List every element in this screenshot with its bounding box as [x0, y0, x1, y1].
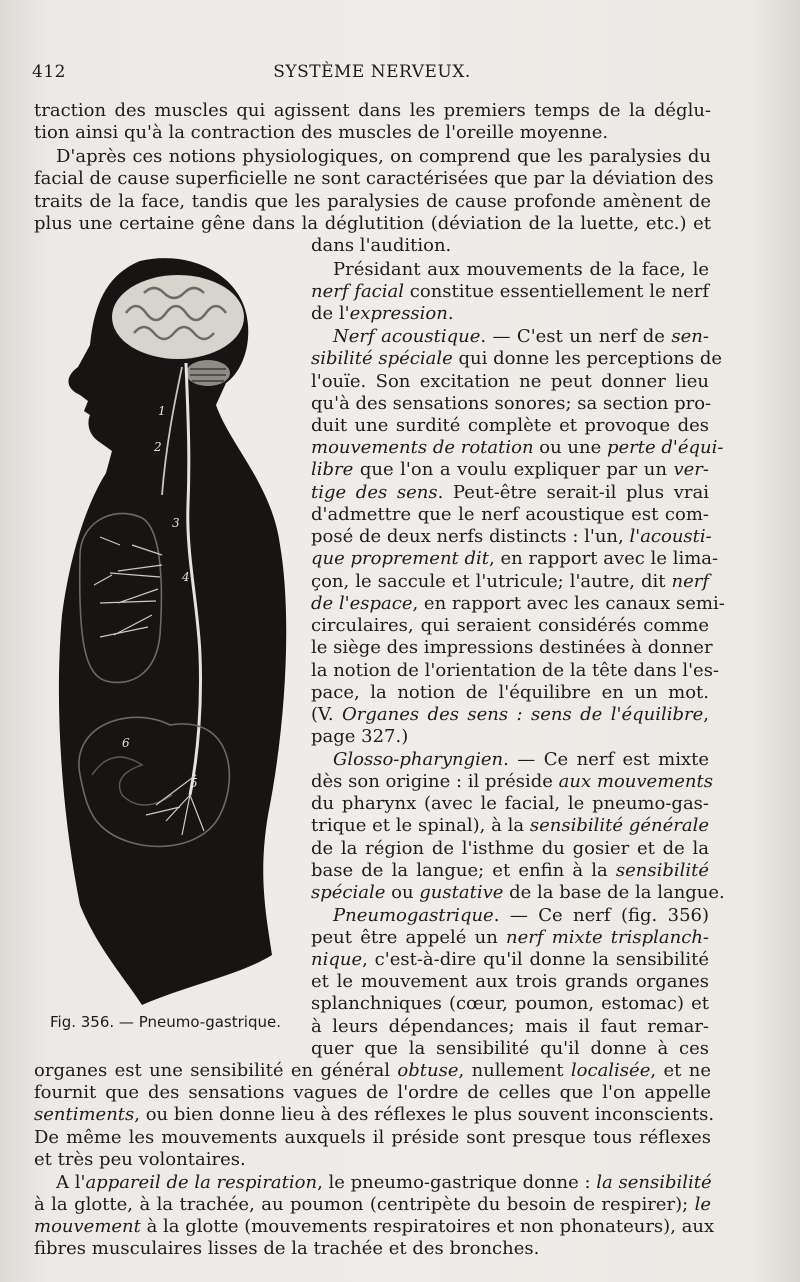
- italic-term: de l'espace: [311, 593, 413, 614]
- text-run: , nullement: [458, 1060, 571, 1081]
- figure-label-1: 1: [158, 404, 166, 418]
- text-line: [311, 860, 709, 882]
- text-run: A l': [56, 1172, 86, 1193]
- text-line: [311, 303, 709, 325]
- text-line: [311, 749, 709, 771]
- italic-term: nerf facial: [311, 281, 405, 302]
- running-header: [32, 62, 712, 86]
- italic-term: sen-: [671, 326, 709, 347]
- text-line: Présidant aux mouvements de la face, le: [333, 259, 709, 280]
- italic-term: aux mouvements: [558, 771, 713, 792]
- text-run: . — Ce nerf est mixte: [503, 749, 709, 770]
- text-line: [311, 704, 709, 726]
- text-line: du pharynx (avec le facial, le pneumo-gas-: [311, 793, 709, 814]
- text-line: [311, 459, 709, 481]
- text-line: [311, 882, 725, 904]
- figure-caption: Fig. 356. — Pneumo-gastrique.: [50, 1013, 281, 1031]
- text-line: De même les mouvements auxquels il préside sont presque tous réflexes: [34, 1127, 711, 1148]
- section-heading: Pneumogastrique: [333, 905, 494, 926]
- italic-term: localisée: [570, 1060, 651, 1081]
- text-run: de la base de la langue.: [503, 882, 725, 903]
- text-line: à leurs dépendances; mais il faut remar-: [311, 1016, 709, 1037]
- figure-label-5: 5: [190, 776, 198, 790]
- text-run: . Peut-être serait-il plus vrai: [437, 482, 709, 503]
- text-run: , en rapport avec le lima-: [489, 548, 719, 569]
- text-run: organes est une sensibilité en général: [34, 1060, 398, 1081]
- text-line: [34, 1216, 715, 1238]
- text-run: .: [447, 303, 454, 324]
- text-line: [311, 771, 713, 793]
- italic-term: la sensibilité: [596, 1172, 712, 1193]
- text-run: , et ne: [650, 1060, 711, 1081]
- text-line: tion ainsi qu'à la contraction des muscles de l'oreille moyenne.: [34, 122, 609, 143]
- text-run: à la glotte (mouvements respiratoires et non phonateurs), aux: [140, 1216, 715, 1237]
- text-run: constitue essentiellement le nerf: [404, 281, 709, 302]
- text-run: ou une: [533, 437, 607, 458]
- text-line: et très peu volontaires.: [34, 1149, 246, 1170]
- body-silhouette: [59, 258, 286, 1005]
- pneumogastric-figure-svg: [40, 255, 302, 1015]
- section-heading: Glosso-pharyngien: [333, 749, 504, 770]
- italic-term: le: [694, 1194, 711, 1215]
- text-run: base de la langue; et enfin à la: [311, 860, 616, 881]
- text-line: quer que la sensibilité qu'il donne à ces: [311, 1038, 709, 1059]
- text-line: pace, la notion de l'équilibre en un mot.: [311, 682, 709, 703]
- text-line: [311, 571, 709, 593]
- italic-term: que proprement dit: [311, 548, 490, 569]
- text-line: [311, 949, 709, 971]
- text-run: dès son origine : il préside: [311, 771, 559, 792]
- text-line: [34, 1104, 715, 1126]
- text-run: , ou bien donne lieu à des réflexes le plus souvent inconscients.: [134, 1104, 715, 1125]
- italic-term: perte d'équi-: [607, 437, 724, 458]
- italic-term: appareil de la respiration: [85, 1172, 318, 1193]
- text-line: facial de cause superficielle ne sont caractérisées que par la déviation des: [34, 168, 714, 189]
- text-line: [311, 927, 709, 949]
- text-line: [311, 548, 719, 570]
- italic-term: nique: [311, 949, 363, 970]
- text-run: (V.: [311, 704, 343, 725]
- text-line: fournit que des sensations vagues de l'ordre de celles que l'on appelle: [34, 1082, 711, 1103]
- text-run: . — Ce nerf (fig. 356): [493, 905, 709, 926]
- text-run: à la glotte, à la trachée, au poumon (centripète du besoin de respirer);: [34, 1194, 695, 1215]
- text-line: [34, 1194, 711, 1216]
- text-line: traction des muscles qui agissent dans les premiers temps de la déglu-: [34, 100, 711, 121]
- text-line: d'admettre que le nerf acoustique est com-: [311, 504, 709, 525]
- text-run: qui donne les perceptions de: [452, 348, 722, 369]
- text-line: splanchniques (cœur, poumon, estomac) et: [311, 993, 709, 1014]
- text-run: . — C'est un nerf de: [480, 326, 672, 347]
- text-line: et le mouvement aux trois grands organes: [311, 971, 709, 992]
- text-run: , en rapport avec les canaux semi-: [412, 593, 725, 614]
- text-line: [311, 526, 712, 548]
- italic-term: tige des sens: [311, 482, 438, 503]
- italic-term: sentiments: [34, 1104, 135, 1125]
- text-line: [311, 437, 724, 459]
- figure-label-4: 4: [182, 570, 190, 584]
- italic-term: mouvements de rotation: [311, 437, 534, 458]
- italic-term: nerf: [671, 571, 709, 592]
- cerebellum: [186, 360, 230, 386]
- italic-term: spéciale: [311, 882, 386, 903]
- text-line: de la région de l'isthme du gosier et de la: [311, 838, 709, 859]
- text-run: çon, le saccule et l'utricule; l'autre, dit: [311, 571, 672, 592]
- text-line: la notion de l'orientation de la tête dans l'es-: [311, 660, 720, 681]
- text-run: , c'est-à-dire qu'il donne la sensibilité: [362, 949, 709, 970]
- italic-term: sibilité spéciale: [311, 348, 453, 369]
- text-line: duit une surdité complète et provoque des: [311, 415, 709, 436]
- section-heading: Nerf acoustique: [333, 326, 481, 347]
- running-title: SYSTÈME NERVEUX.: [273, 62, 471, 82]
- italic-term: l'acousti-: [629, 526, 712, 547]
- text-line: [311, 482, 709, 504]
- italic-term: nerf mixte trisplanch-: [506, 927, 709, 948]
- text-line: page 327.): [311, 726, 409, 747]
- text-line: fibres musculaires lisses de la trachée et des bronches.: [34, 1238, 540, 1259]
- text-run: , le pneumo-gastrique donne :: [317, 1172, 597, 1193]
- text-run: trique et le spinal), à la: [311, 815, 530, 836]
- text-line: [311, 593, 725, 615]
- text-line: [311, 348, 722, 370]
- text-line: l'ouïe. Son excitation ne peut donner lieu: [311, 371, 709, 392]
- text-line: D'après ces notions physiologiques, on comprend que les paralysies du: [56, 146, 711, 167]
- anatomical-illustration: [40, 255, 302, 1015]
- text-line: [311, 905, 709, 927]
- text-line: traits de la face, tandis que les paralysies de cause profonde amènent de: [34, 191, 711, 212]
- text-line: plus une certaine gêne dans la déglutition (déviation de la luette, etc.) et: [34, 213, 711, 234]
- text-run: que l'on a voulu expliquer par un: [353, 459, 674, 480]
- text-line: [34, 1172, 711, 1194]
- italic-term: Organes des sens : sens de l'équilibre: [342, 704, 704, 725]
- text-run: posé de deux nerfs distincts : l'un,: [311, 526, 630, 547]
- text-line: le siège des impressions destinées à donner: [311, 637, 713, 658]
- text-line: [311, 326, 709, 348]
- italic-term: ver-: [673, 459, 709, 480]
- italic-term: sensibilité générale: [529, 815, 709, 836]
- figure-label-3: 3: [172, 516, 180, 530]
- page-number: 412: [32, 62, 66, 82]
- italic-term: obtuse: [397, 1060, 459, 1081]
- text-line: [311, 281, 709, 303]
- text-run: ou: [385, 882, 420, 903]
- text-run: de l': [311, 303, 350, 324]
- text-line: [34, 1060, 711, 1082]
- italic-term: mouvement: [34, 1216, 141, 1237]
- italic-term: libre: [311, 459, 354, 480]
- text-line: circulaires, qui seraient considérés comme: [311, 615, 709, 636]
- text-line: dans l'audition.: [311, 235, 452, 256]
- figure-label-6: 6: [122, 736, 130, 750]
- text-line: [311, 815, 709, 837]
- italic-term: expression: [349, 303, 448, 324]
- figure-label-2: 2: [154, 440, 162, 454]
- italic-term: sensibilité: [615, 860, 709, 881]
- text-run: peut être appelé un: [311, 927, 507, 948]
- text-line: qu'à des sensations sonores; sa section pro-: [311, 393, 712, 414]
- brain: [112, 275, 244, 359]
- text-run: ,: [703, 704, 709, 725]
- italic-term: gustative: [419, 882, 504, 903]
